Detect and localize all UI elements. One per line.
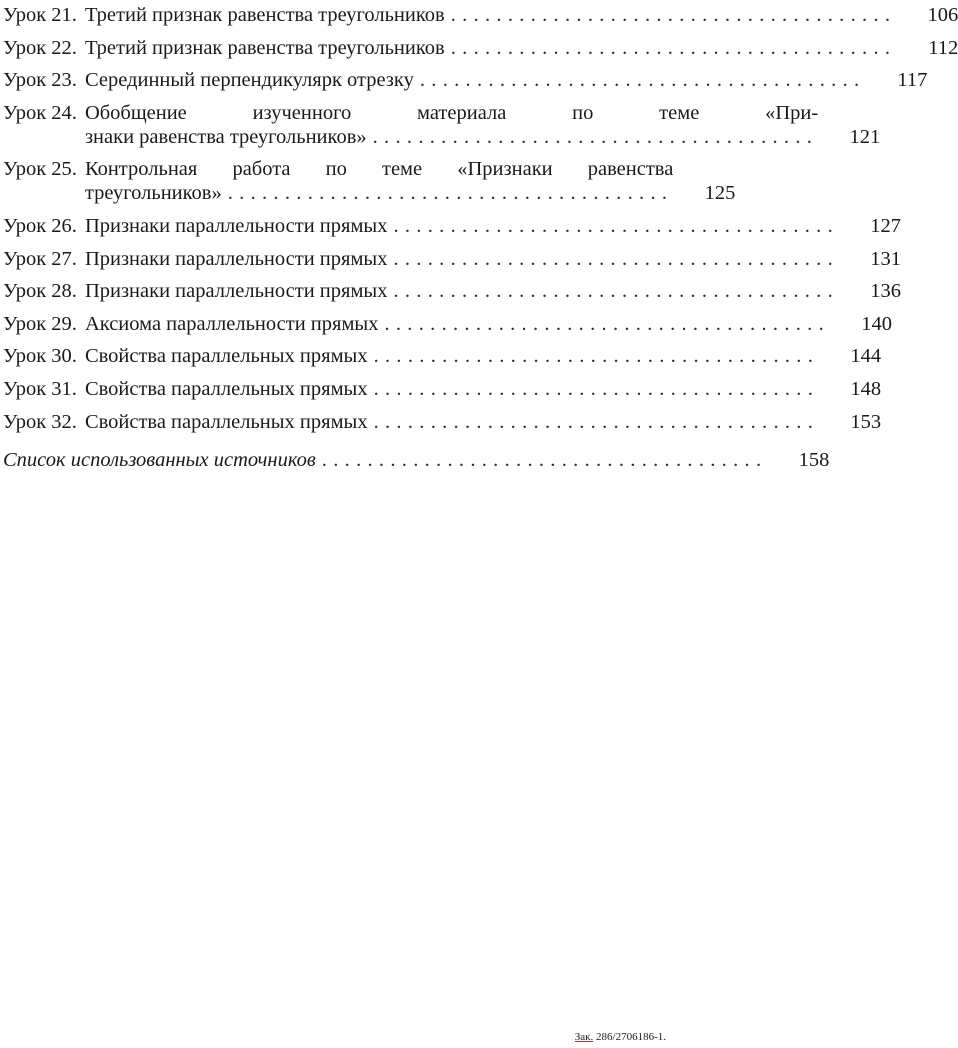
page-number: 144: [850, 345, 882, 368]
lesson-number: Урок 24.: [3, 101, 77, 124]
lesson-number: Урок 32.: [3, 410, 77, 433]
lesson-number: Урок 30.: [3, 345, 77, 368]
lesson-title: Свойства параллельных прямых: [84, 410, 368, 433]
leader-dots: .......................................: [227, 182, 674, 205]
lesson-number: Урок 27.: [3, 247, 77, 270]
lesson-number: Урок 23.: [3, 69, 77, 92]
toc-entry-26: [3, 214, 902, 238]
lesson-title-line-1: Обобщение изученного материала по теме «При-: [84, 101, 819, 124]
lesson-number: Урок 21.: [3, 4, 77, 26]
order-prefix: Зак.: [574, 1031, 594, 1043]
lesson-number: Урок 28.: [3, 280, 77, 303]
lesson-title: Свойства параллельных прямых: [84, 345, 368, 368]
lesson-title-line-1: Контрольная работа по теме «Признаки равенства: [84, 158, 674, 181]
leader-dots: .......................................: [373, 410, 820, 433]
lesson-number: Урок 25.: [3, 158, 77, 181]
page-number: 121: [849, 125, 881, 148]
lesson-title: Признаки параллельности прямых: [84, 247, 388, 270]
leader-dots: .......................................: [373, 345, 820, 368]
toc-entry-25: [3, 157, 736, 205]
lesson-title: Аксиома параллельности прямых: [84, 312, 379, 335]
leader-dots: .......................................: [373, 377, 820, 400]
lesson-number: Урок 26.: [3, 214, 77, 237]
page-number: 153: [850, 410, 882, 433]
page-number: 148: [850, 377, 882, 400]
leader-dots: .......................................: [419, 69, 866, 92]
table-of-contents: [3, 3, 958, 480]
leader-dots: .......................................: [393, 247, 840, 270]
toc-entry-32: [3, 410, 882, 434]
leader-dots: .......................................: [393, 280, 840, 303]
leader-dots: .......................................: [372, 125, 819, 148]
toc-entry-28: [3, 279, 902, 303]
lesson-number: Урок 22.: [3, 36, 77, 59]
print-order-footer: [575, 1031, 666, 1043]
page-number: 125: [704, 182, 736, 205]
leader-dots: .......................................: [384, 312, 831, 335]
order-code: 286/2706186-1.: [596, 1031, 666, 1043]
lesson-title: Серединный перпендикулярк отрезку: [84, 69, 414, 92]
page-number: 131: [870, 247, 902, 270]
page-number: 106: [927, 4, 958, 26]
lesson-title: Свойства параллельных прямых: [84, 377, 368, 400]
lesson-title: Признаки параллельности прямых: [84, 214, 388, 237]
page-number: 140: [861, 312, 893, 335]
toc-entry-22: [3, 36, 958, 60]
lesson-title: Признаки параллельности прямых: [84, 280, 388, 303]
page-number: 127: [870, 214, 902, 237]
lesson-title: Третий признак равенства треугольников: [84, 36, 445, 59]
leader-dots: .......................................: [393, 214, 840, 237]
page-number: 136: [870, 280, 902, 303]
toc-entry-21: [3, 3, 958, 27]
toc-entry-sources: [3, 448, 830, 472]
sources-title: Список использованных источников: [3, 448, 316, 471]
toc-entry-27: [3, 247, 902, 271]
leader-dots: .......................................: [321, 448, 768, 471]
toc-entry-30: [3, 344, 882, 368]
lesson-title-line-2: треугольников»: [84, 182, 222, 205]
toc-entry-24: [3, 101, 881, 149]
toc-entry-29: [3, 312, 893, 336]
leader-dots: .......................................: [450, 36, 897, 59]
toc-entry-31: [3, 377, 882, 401]
toc-entry-23: [3, 68, 928, 92]
leader-dots: .......................................: [450, 4, 897, 26]
lesson-title-line-2: знаки равенства треугольников»: [84, 125, 367, 148]
page-number: 117: [897, 69, 928, 92]
lesson-title: Третий признак равенства треугольников: [84, 4, 445, 26]
lesson-number: Урок 31.: [3, 377, 77, 400]
lesson-number: Урок 29.: [3, 312, 77, 335]
page-number: 112: [928, 36, 958, 59]
page-number: 158: [798, 448, 830, 471]
